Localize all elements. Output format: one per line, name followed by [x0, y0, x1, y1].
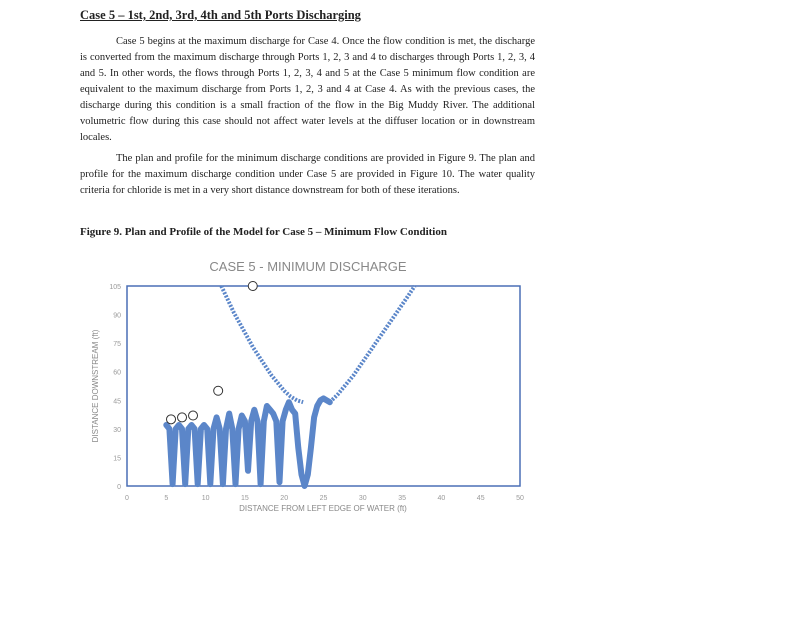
y-tick-labels	[109, 284, 121, 491]
y-tick-label: 0	[117, 484, 121, 491]
x-axis-label: DISTANCE FROM LEFT EDGE OF WATER (ft)	[239, 504, 407, 513]
x-tick-label: 45	[476, 495, 485, 502]
x-tick-label: 35	[398, 495, 406, 502]
x-tick-label: 30	[358, 495, 367, 502]
y-tick-label: 60	[113, 369, 121, 377]
chart-title: CASE 5 - MINIMUM DISCHARGE	[209, 259, 407, 274]
x-tick-label: 0	[125, 495, 129, 502]
x-tick-label: 20	[280, 495, 289, 502]
x-tick-label: 5	[164, 495, 169, 502]
y-axis-label: DISTANCE DOWNSTREAM (ft)	[91, 329, 100, 443]
y-tick-label: 15	[113, 455, 121, 463]
data-marker	[248, 282, 257, 291]
y-tick-label: 90	[113, 312, 121, 320]
y-tick-label: 30	[113, 426, 121, 434]
x-tick-labels	[125, 495, 524, 502]
x-tick-label: 25	[319, 495, 328, 502]
x-tick-label: 15	[241, 495, 249, 502]
chart-series	[166, 282, 414, 487]
series-line-1	[221, 286, 303, 402]
data-marker	[178, 413, 187, 422]
y-tick-label: 105	[109, 284, 121, 291]
case5-chart	[80, 255, 540, 520]
series-line-2	[330, 286, 415, 402]
y-tick-label: 75	[113, 341, 121, 349]
paragraph-1: Case 5 begins at the maximum discharge for Case 4. Once the flow condition is met, the discharge is converted from the maximum discharge through Ports 1, 2, 3 and 4 to discharges through Ports 1, 2, 3, 4 and 5. In other words, the flows through Ports 1, 2, 3, 4 and 5 at the Case 5 minimum flow condition are equivalent to the maximum discharge from Ports 1, 2, 3 and 4 at Case 4. As with the previous cases, the discharge during this condition is a small fraction of the flow in the Big Muddy River. The additional volumetric flow during this case should not affect water levels at the diffuser location or in downstream locales.	[80, 36, 535, 143]
data-marker	[214, 386, 223, 395]
x-tick-label: 10	[201, 495, 210, 502]
figure-caption: Figure 9. Plan and Profile of the Model for Case 5 – Minimum Flow Condition	[80, 226, 447, 238]
paragraph-2: The plan and profile for the minimum discharge conditions are provided in Figure 9. The plan and profile for the maximum discharge condition under Case 5 are provided in Figure 10. The water quality criteria for chloride is met in a very short distance downstream for both of these iterations.	[80, 153, 535, 196]
data-marker	[167, 415, 176, 424]
x-tick-label: 50	[516, 495, 524, 502]
y-tick-label: 45	[113, 398, 121, 406]
section-heading: Case 5 – 1st, 2nd, 3rd, 4th and 5th Ports Discharging	[80, 8, 361, 22]
data-marker	[189, 411, 198, 420]
x-tick-label: 40	[437, 495, 446, 502]
